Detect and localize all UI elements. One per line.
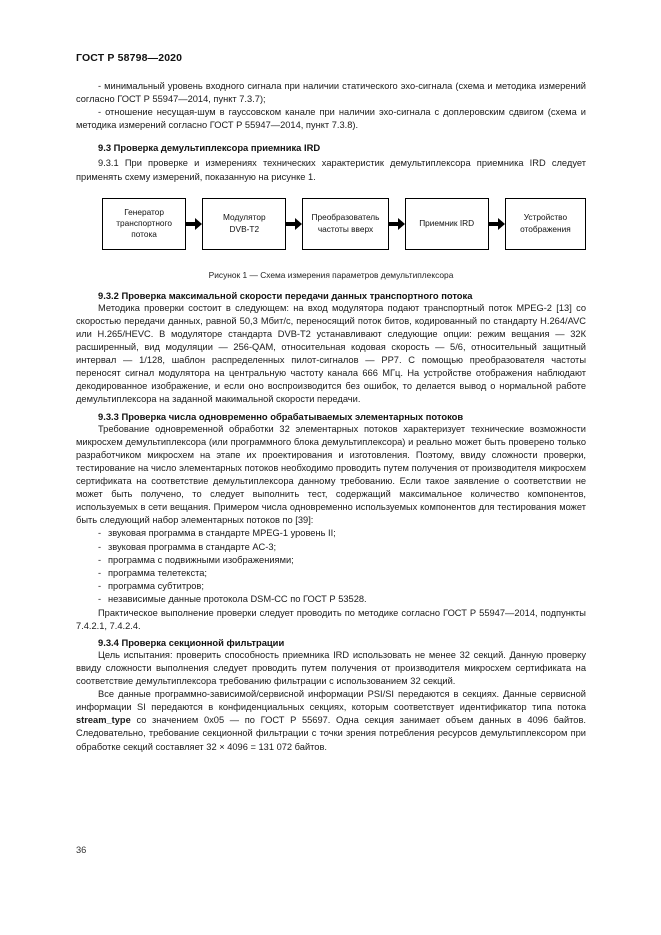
flow-node-upconverter: [302, 198, 388, 250]
paragraph-9-3-2: Методика проверки состоит в следующем: на вход модулятора подают транспортный поток MPEG-2 [13] со скоростью передачи данных, равной 50,3 Мбит/с, переносящий поток битов, кодированный по стандарту H.264/AVC или H.265/HEVC. В модуляторе стандарта DVB-T2 устанавливают следующие опции: режим вещания — 32К расширенный, вид модуляции — 256-QAM, относительная кодовая скорость — 5/6, относительный защитный интервал — 1/128, шаблон распределенных пилот-сигналов — PP7. С помощью преобразователя частоты переносят сигнал модулятора на центральную частоту канала 666 МГц. На устройстве отображения наблюдают декодированное изображение, и если оно воспроизводится без ошибок, то делается вывод о нормальной работе демультиплексора на заданной макимальной скорости передачи.: [76, 302, 586, 405]
flow-node-display-device: [505, 198, 586, 250]
paragraph-text-part-1: Все данные программно-зависимой/сервисной информации PSI/SI передаются в секциях. Данные сервисной информации SI передаются в конфиденциальных секциях, которым соответствует идентификатор типа потока: [76, 689, 586, 713]
list-item: - программа субтитров;: [76, 580, 586, 593]
flow-node-line: Устройство: [523, 212, 568, 223]
list-item: - программа с подвижными изображениями;: [76, 554, 586, 567]
heading-9-3: 9.3 Проверка демультиплексора приемника IRD: [98, 142, 321, 154]
paragraph-text-part-2: со значением 0x05 — по ГОСТ Р 55697. Одна секция занимает объем данных в 4096 байтов. Следовательно, требование секционной фильтрации с точки зрения потребления ресурсов демультиплексором при обработке секций составляет 32 × 4096 = 131 072 байтов.: [76, 715, 586, 752]
flow-node-modulator: [202, 198, 286, 250]
document-header: ГОСТ Р 58798—2020: [76, 52, 183, 64]
arrow-right-icon: [489, 217, 505, 231]
flow-node-line: транспортного: [116, 218, 172, 229]
paragraph-9-3-3: Требование одновременной обработки 32 элементарных потоков характеризует технические возможности микросхем демультиплексора (или программного блока демультиплексора) и реально может быть проверено только разработчиком микросхем на этапе их проектирования и изготовления. Поэтому, ввиду сложности проверки, тестирование на число элементарных потоков необходимо проводить путем получения от производителя микросхем сертификата на соответствие демультиплексора данному требованию. Если такое заявление о соответствии не может быть получено, то следует выполнить тест, содержащий максимальное количество компонентов, используемых в сети вещания. Примером числа одновременно используемых компонентов для тестирования может быть следующий набор элементарных потоков по [39]:: [76, 423, 586, 526]
arrow-right-icon: [186, 217, 202, 231]
heading-9-3-4: 9.3.4 Проверка секционной фильтрации: [98, 636, 285, 648]
stream-type-term: stream_type: [76, 715, 131, 726]
heading-9-3-3: 9.3.3 Проверка числа одновременно обрабатываемых элементарных потоков: [98, 410, 464, 422]
flow-node-line: Преобразователь: [311, 212, 380, 223]
list-item: - программа телетекста;: [76, 567, 586, 580]
intro-item-2: - отношение несущая-шум в гауссовском канале при наличии эхо-сигнала с доплеровским сдвигом (схема и методика измерений согласно ГОСТ Р 55947—2014, пункт 7.3.8).: [76, 107, 586, 131]
list-item: - звуковая программа в стандарте MPEG-1 уровень II;: [76, 527, 586, 540]
page-number: 36: [76, 845, 87, 855]
flow-node-line: DVB-T2: [229, 223, 260, 234]
figure-caption: Рисунок 1 — Схема измерения параметров демультиплексора: [208, 269, 454, 280]
paragraph-9-3-4-1: Цель испытания: проверить способность приемника IRD использовать не менее 32 секций. Данную проверку ввиду сложности выполнения следует проводить путем получения от производителя микросхем сертификата на соответствие демультиплексора требованию фильтрации с использованием 32 секций.: [76, 649, 586, 687]
figure-1: [76, 184, 586, 280]
arrow-right-icon: [389, 217, 405, 231]
intro-item-1: - минимальный уровень входного сигнала при наличии статического эхо-сигнала (схема и методика измерений согласно ГОСТ Р 55947—2014, пункт 7.3.7);: [76, 81, 586, 105]
flow-node-line: потока: [131, 229, 157, 240]
flow-node-line: Модулятор: [223, 212, 266, 223]
paragraph-9-3-3-closing: Практическое выполнение проверки следует проводить по методике согласно ГОСТ Р 55947—2014, подпункты 7.4.2.1, 7.4.2.4.: [76, 607, 586, 631]
list-item: - независимые данные протокола DSM-CC по ГОСТ Р 53528.: [76, 593, 586, 606]
flow-node-ird-receiver: [405, 198, 489, 250]
flow-node-signal-generator: [102, 198, 186, 250]
heading-9-3-2: 9.3.2 Проверка максимальной скорости передачи данных транспортного потока: [98, 289, 473, 301]
figure-flow-diagram: [102, 198, 586, 250]
list-item: - звуковая программа в стандарте AC-3;: [76, 541, 586, 554]
arrow-right-icon: [286, 217, 302, 231]
flow-node-line: частоты вверх: [317, 223, 374, 234]
flow-node-line: Приемник IRD: [419, 218, 475, 229]
flow-node-line: Генератор: [124, 206, 164, 217]
flow-node-line: отображения: [520, 223, 571, 234]
paragraph-9-3-1: 9.3.1 При проверке и измерениях технических характеристик демультиплексора приемника IRD следует применять схему измерений, показанную на рисунке 1.: [76, 158, 586, 182]
document-body: [76, 80, 586, 754]
elementary-streams-list: [76, 527, 586, 606]
paragraph-9-3-4-2: [76, 688, 586, 753]
